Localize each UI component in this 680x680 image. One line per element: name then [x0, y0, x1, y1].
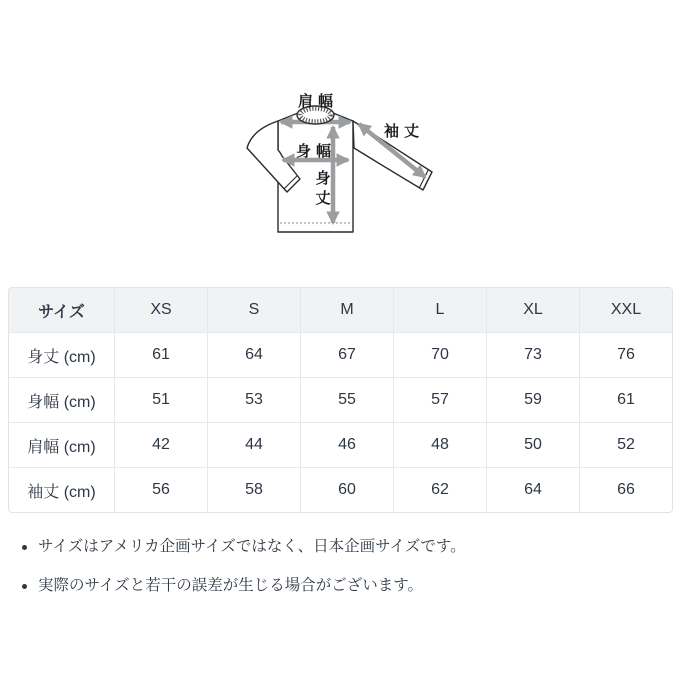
size-value-cell: 50	[486, 422, 579, 467]
size-value-cell: 56	[114, 467, 207, 512]
size-value-cell: 61	[114, 332, 207, 377]
size-column-header-s: S	[207, 288, 300, 332]
size-value-cell: 67	[300, 332, 393, 377]
size-value-cell: 57	[393, 377, 486, 422]
size-column-header-xs: XS	[114, 288, 207, 332]
size-value-cell: 66	[579, 467, 672, 512]
measurement-row-label: 袖丈 (cm)	[9, 467, 114, 512]
note-text: 実際のサイズと若干の誤差が生じる場合がございます。	[38, 577, 424, 594]
note-item	[8, 575, 672, 597]
size-value-cell: 44	[207, 422, 300, 467]
size-value-cell: 64	[486, 467, 579, 512]
size-table	[9, 288, 672, 512]
size-value-cell: 53	[207, 377, 300, 422]
size-value-cell: 46	[300, 422, 393, 467]
shoulder-width-label: 肩幅	[297, 93, 339, 110]
body-length-label: 身丈	[313, 170, 331, 210]
size-value-cell: 70	[393, 332, 486, 377]
table-row-shoulder-width	[9, 422, 672, 467]
notes-list	[8, 536, 672, 614]
size-value-cell: 76	[579, 332, 672, 377]
body-width-label: 身幅	[295, 143, 337, 160]
size-value-cell: 62	[393, 467, 486, 512]
note-item	[8, 536, 672, 558]
size-value-cell: 58	[207, 467, 300, 512]
size-column-header-xxl: XXL	[579, 288, 672, 332]
table-row-body-width	[9, 377, 672, 422]
measurement-row-label: 身丈 (cm)	[9, 332, 114, 377]
size-value-cell: 59	[486, 377, 579, 422]
table-row-body-length	[9, 332, 672, 377]
size-value-cell: 52	[579, 422, 672, 467]
measurement-row-label: 身幅 (cm)	[9, 377, 114, 422]
size-value-cell: 48	[393, 422, 486, 467]
size-value-cell: 61	[579, 377, 672, 422]
size-value-cell: 51	[114, 377, 207, 422]
shirt-measurement-diagram	[225, 60, 475, 260]
measurement-row-label: 肩幅 (cm)	[9, 422, 114, 467]
size-table-header-row	[9, 288, 672, 332]
size-value-cell: 60	[300, 467, 393, 512]
size-column-header-l: L	[393, 288, 486, 332]
bullet-icon	[22, 545, 27, 550]
size-value-cell: 73	[486, 332, 579, 377]
size-table-card	[8, 287, 673, 513]
note-text: サイズはアメリカ企画サイズではなく、日本企画サイズです。	[38, 538, 466, 555]
sleeve-length-label: 袖丈	[383, 123, 425, 140]
size-column-header-xl: XL	[486, 288, 579, 332]
size-column-header: サイズ	[9, 288, 114, 332]
size-value-cell: 55	[300, 377, 393, 422]
bullet-icon	[22, 584, 27, 589]
size-value-cell: 42	[114, 422, 207, 467]
size-column-header-m: M	[300, 288, 393, 332]
table-row-sleeve-length	[9, 467, 672, 512]
size-value-cell: 64	[207, 332, 300, 377]
